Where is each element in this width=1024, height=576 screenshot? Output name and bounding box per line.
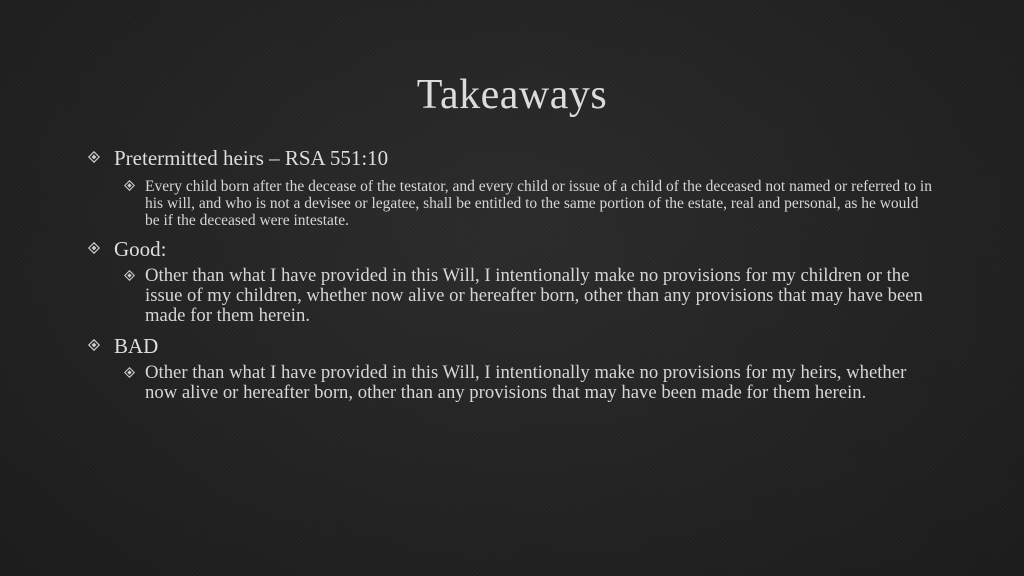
bullet-list [86,144,936,403]
diamond-bullet-icon [88,242,100,254]
slide-title: Takeaways [416,72,608,118]
diamond-bullet-icon [124,180,135,191]
sub-bullet-text: Other than what I have provided in this Will, I intentionally make no provisions for my children or the issue of my children, whether now alive or hereafter born, other than any provisions that may have been made for them herein. [145,265,923,326]
diamond-bullet-icon [124,270,135,281]
sub-bullet-good-example [86,266,936,326]
sub-bullet-bad-example [86,363,936,403]
bullet-bad [86,332,936,360]
bullet-pretermitted-heirs [86,144,936,172]
bullet-text: Pretermitted heirs – RSA 551:10 [114,146,389,170]
diamond-bullet-icon [88,151,100,163]
bullet-text: BAD [114,334,159,358]
sub-bullet-text: Other than what I have provided in this Will, I intentionally make no provisions for my heirs, whether now alive or hereafter born, other than any provisions that may have been made for them herein. [145,362,907,403]
diamond-bullet-icon [124,367,135,378]
sub-bullet-statute-text [86,178,936,229]
bullet-good [86,235,936,263]
bullet-text: Good: [114,237,167,261]
diamond-bullet-icon [88,339,100,351]
sub-bullet-text: Every child born after the decease of the testator, and every child or issue of a child of the deceased not named or referred to in his will, and who is not a devisee or legatee, shall be entitled to the same portion of the estate, real and personal, as he would be if the deceased were intestate. [145,178,932,229]
